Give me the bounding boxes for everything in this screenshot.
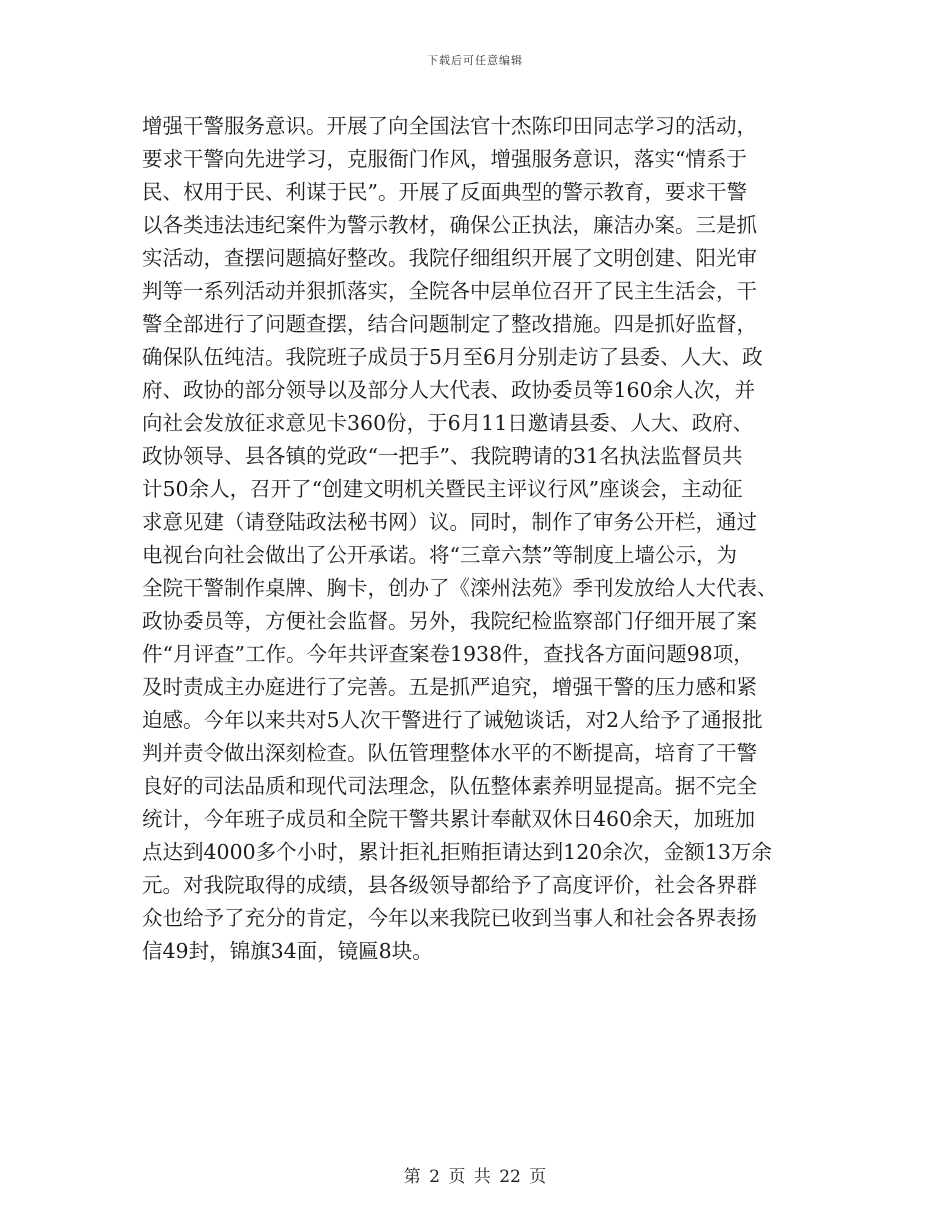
body-line: 信49封，锦旗34面，镜匾8块。 [142, 939, 433, 963]
body-line: 实活动，查摆问题搞好整改。我院仔细组织开展了文明创建、阳光审 [142, 246, 757, 270]
body-line: 良好的司法品质和现代司法理念，队伍整体素养明显提高。据不完全 [142, 774, 757, 798]
body-line: 府、政协的部分领导以及部分人大代表、政协委员等160余人次，并 [142, 378, 756, 402]
body-line: 确保队伍纯洁。我院班子成员于5月至6月分别走访了县委、人大、政 [142, 345, 763, 369]
body-line: 及时责成主办庭进行了完善。五是抓严追究，增强干警的压力感和紧 [142, 675, 757, 699]
page-footer: 第 2 页 共 22 页 [403, 1167, 547, 1187]
document-body [142, 110, 814, 968]
body-line: 点达到4000多个小时，累计拒礼拒贿拒请达到120余次，金额13万余 [142, 840, 772, 864]
body-line: 件“月评查”工作。今年共评查案卷1938件，查找各方面问题98项， [142, 642, 754, 666]
body-line: 警全部进行了问题查摆，结合问题制定了整改措施。四是抓好监督， [142, 312, 757, 336]
body-line: 向社会发放征求意见卡360份，于6月11日邀请县委、人大、政府、 [142, 411, 754, 435]
body-line: 求意见建（请登陆政法秘书网）议。同时，制作了审务公开栏，通过 [142, 510, 757, 534]
body-line: 政协委员等，方便社会监督。另外，我院纪检监察部门仔细开展了案 [142, 609, 757, 633]
body-line: 电视台向社会做出了公开承诺。将“三章六禁”等制度上墙公示，为 [142, 543, 737, 567]
body-line: 元。对我院取得的成绩，县各级领导都给予了高度评价，社会各界群 [142, 873, 757, 897]
body-line: 迫感。今年以来共对5人次干警进行了诫勉谈话，对2人给予了通报批 [142, 708, 763, 732]
body-line: 民、权用于民、利谋于民”。开展了反面典型的警示教育，要求干警 [142, 180, 747, 204]
body-line: 统计，今年班子成员和全院干警共累计奉献双休日460余天，加班加 [142, 807, 756, 831]
body-line: 判等一系列活动并狠抓落实，全院各中层单位召开了民主生活会，干 [142, 279, 757, 303]
body-line: 增强干警服务意识。开展了向全国法官十杰陈印田同志学习的活动， [142, 114, 757, 138]
body-line: 判并责令做出深刻检查。队伍管理整体水平的不断提高，培育了干警 [142, 741, 757, 765]
body-line: 众也给予了充分的肯定，今年以来我院已收到当事人和社会各界表扬 [142, 906, 757, 930]
body-line: 以各类违法违纪案件为警示教材，确保公正执法，廉洁办案。三是抓 [142, 213, 757, 237]
body-line: 要求干警向先进学习，克服衙门作风，增强服务意识，落实“情系于 [142, 147, 747, 171]
page-header: 下载后可任意编辑 [427, 54, 523, 67]
body-line: 政协领导、县各镇的党政“一把手”、我院聘请的31名执法监督员共 [142, 444, 743, 468]
body-line: 计50余人，召开了“创建文明机关暨民主评议行风”座谈会，主动征 [142, 477, 743, 501]
body-line: 全院干警制作桌牌、胸卡，创办了《滦州法苑》季刊发放给人大代表、 [142, 576, 778, 600]
